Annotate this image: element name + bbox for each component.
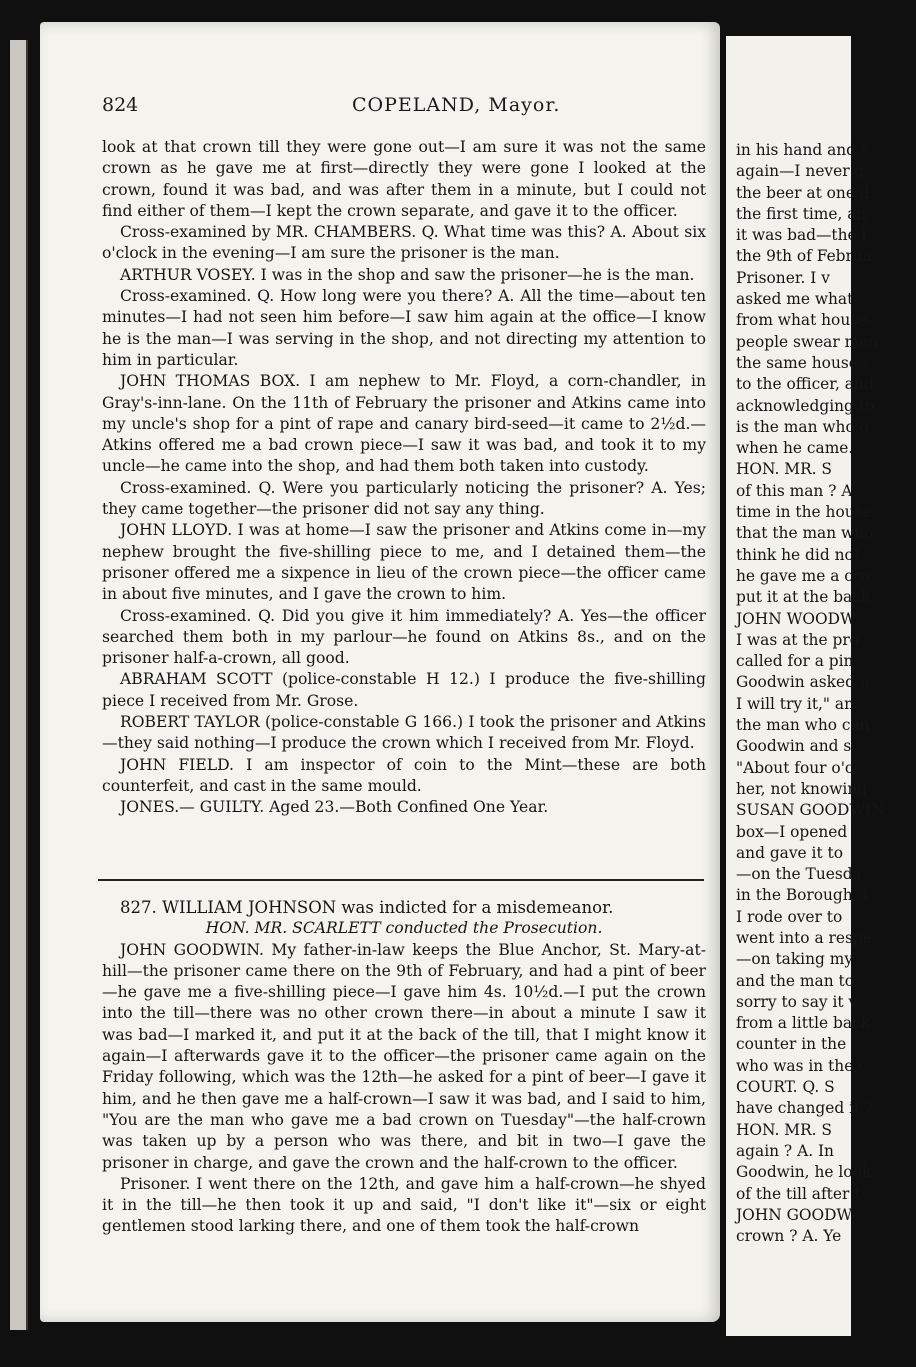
right-page-line: put it at the back — [736, 588, 871, 607]
right-page-line: again ? A. In — [736, 1141, 834, 1160]
right-page-line: people swear men — [736, 332, 879, 351]
paragraph: ABRAHAM SCOTT (police-constable H 12.) I produce the five-shilling piece I received from Mr. Grose. — [102, 670, 706, 710]
right-page-line: went into a respe — [736, 928, 872, 947]
right-page-line: of the till after t — [736, 1184, 861, 1203]
paragraph: ARTHUR VOSEY. I was in the shop and saw the prisoner—he is the man. — [120, 265, 695, 284]
paragraph: JOHN THOMAS BOX. I am nephew to Mr. Floyd, a corn-chandler, in Gray's-inn-lane. On the 11th of February the prisoner and Atkins came into my uncle's shop for a pint of rape and canary bird-seed—it came to 2½d.—Atkins offered me a bad crown piece—I saw it was bad, and took it to my uncle—he came into the shop, and had them both taken into custody. — [102, 372, 706, 476]
right-page-line: sorry to say it v — [736, 992, 858, 1011]
right-page-line: HON. MR. S — [736, 460, 832, 479]
right-page-line: that the man who — [736, 524, 874, 543]
section-divider — [98, 879, 704, 881]
paragraph: JOHN GOODWIN. My father-in-law keeps the Blue Anchor, St. Mary-at-hill—the prisoner came there on the 9th of February, and had a pint of beer—he gave me a five-shilling piece—I gave him 4s. 10½d.—I put the crown into the till—there was no other crown there—in about a minute I saw it was bad—I marked it, and put it at the back of the till, that I might know it again—I afterwards gave it to the officer—the prisoner came again on the Friday following, which was the 12th—he asked for a pint of beer—I gave it him, and he then gave me a half-crown—I saw it was bad, and I said to him, "You are the man who gave me a bad crown on Tuesday"—the half-crown was taken up by a person who was there, and bit in two—I gave the prisoner in charge, and gave the crown and the half-crown to the officer. — [102, 940, 706, 1172]
right-page-line: I was at the pro — [736, 630, 859, 649]
binding-spine — [10, 40, 28, 1330]
right-page-line: I will try it," an — [736, 694, 854, 713]
right-page-line: the first time, an — [736, 204, 867, 223]
right-page-line: the man who can — [736, 716, 870, 735]
right-page-line: is the man who g — [736, 417, 870, 436]
right-page-line: time in the house — [736, 503, 872, 522]
right-page-line: JOHN WOODW — [736, 609, 856, 628]
trial-text — [102, 137, 706, 819]
right-page — [726, 36, 885, 1336]
paragraph: JOHN LLOYD. I was at home—I saw the prisoner and Atkins come in—my nephew brought the five-shilling piece to me, and I detained them—the prisoner offered me a sixpence in lieu of the crown piece—the officer came in about five minutes, and I gave the crown to him. — [102, 521, 706, 604]
right-page-line: —on taking my — [736, 950, 854, 969]
case-827 — [102, 897, 706, 1238]
paragraph: Cross-examined. Q. Did you give it him immediately? A. Yes—the officer searched them both in my parlour—he found on Atkins 8s., and on the prisoner half-a-crown, all good. — [102, 606, 706, 668]
right-page-line: to the officer, and — [736, 375, 874, 394]
right-page-line: "About four o'c — [736, 758, 854, 777]
right-page-line: asked me what — [736, 290, 854, 309]
right-page-line: and gave it to — [736, 843, 844, 862]
right-page-line: he gave me a cro — [736, 566, 870, 585]
right-page-line: Goodwin, he look — [736, 1163, 872, 1182]
right-page-line: SUSAN GOODWIN — [736, 801, 885, 820]
right-page-line: the 9th of Februa — [736, 247, 872, 266]
right-page-line: JOHN GOODW — [736, 1205, 853, 1224]
right-page-line: and the man to — [736, 971, 854, 990]
page-header — [102, 94, 702, 126]
right-page-line: Prisoner. I v — [736, 268, 830, 287]
paragraph: ROBERT TAYLOR (police-constable G 166.) I took the prisoner and Atkins—they said nothing—I produce the crown which I received from Mr. Floyd. — [102, 713, 706, 753]
right-page-line: it was bad—the l — [736, 226, 867, 245]
right-page-line: counter in the — [736, 1035, 847, 1054]
paragraph: look at that crown till they were gone out—I am sure it was not the same crown as he gave me at first—directly they were gone I looked at the crown, found it was bad, and was after them in a minute, but I could not find either of them—I kept the crown separate, and gave it to the officer. — [102, 138, 706, 220]
right-page-line: in the Borough, t — [736, 886, 869, 905]
case-title: 827. WILLIAM JOHNSON was indicted for a misdemeanor. — [120, 898, 614, 917]
paragraph: Prisoner. I went there on the 12th, and gave him a half-crown—he shyed it in the till—he then took it up and said, "I don't like it"—six or eight gentlemen stood larking there, and one of them took the half-crown — [102, 1174, 706, 1236]
right-page-line: —on the Tuesda — [736, 865, 862, 884]
right-page-line: think he did not — [736, 545, 860, 564]
right-page-line: from what house- — [736, 311, 873, 330]
paragraph: Cross-examined. Q. Were you particularly noticing the prisoner? A. Yes; they came together—the prisoner did not say any thing. — [102, 478, 706, 519]
right-page-line: crown ? A. Ye — [736, 1227, 842, 1246]
right-page-line: when he came. — [736, 439, 854, 458]
right-page-line: Goodwin asked n — [736, 673, 870, 692]
right-page-line: her, not knowing — [736, 779, 868, 798]
right-page-line: Goodwin and s — [736, 737, 852, 756]
paragraph: Cross-examined by MR. CHAMBERS. Q. What time was this? A. About six o'clock in the evening—I am sure the prisoner is the man. — [102, 223, 706, 263]
right-page-line: who was in the c — [736, 1056, 867, 1075]
right-page-line: in his hand and s — [736, 141, 869, 159]
page-number: 824 — [102, 94, 139, 116]
right-page-line: box—I opened i — [736, 822, 858, 841]
right-page-line: again—I never g — [736, 162, 865, 181]
right-page-line: acknowledging to — [736, 396, 875, 415]
paragraph: JOHN FIELD. I am inspector of coin to the Mint—these are both counterfeit, and cast in the same mould. — [102, 755, 706, 795]
right-page-line: from a little back — [736, 1014, 870, 1033]
right-page-line: called for a pin — [736, 652, 854, 671]
prosecution-text: HON. MR. SCARLETT conducted the Prosecution. — [205, 919, 603, 938]
right-page-line: COURT. Q. S — [736, 1078, 835, 1097]
verdict: JONES.— GUILTY. Aged 23.—Both Confined One Year. — [120, 798, 549, 817]
prosecution-line — [102, 918, 706, 939]
right-page-line: I rode over to — [736, 907, 843, 926]
right-page-text — [736, 140, 916, 1247]
running-head: COPELAND, Mayor. — [352, 94, 561, 116]
right-page-line: the same house ; — [736, 353, 868, 372]
right-page-line: have changed it ? — [736, 1099, 874, 1118]
right-page-line: the beer at one d — [736, 183, 870, 202]
paragraph: Cross-examined. Q. How long were you there? A. All the time—about ten minutes—I had not seen him before—I saw him again at the office—I know he is the man—I was serving in the shop, and not directing my attention to him in particular. — [102, 287, 706, 369]
right-page-line: of this man ? A — [736, 481, 853, 500]
right-page-line: HON. MR. S — [736, 1120, 832, 1139]
